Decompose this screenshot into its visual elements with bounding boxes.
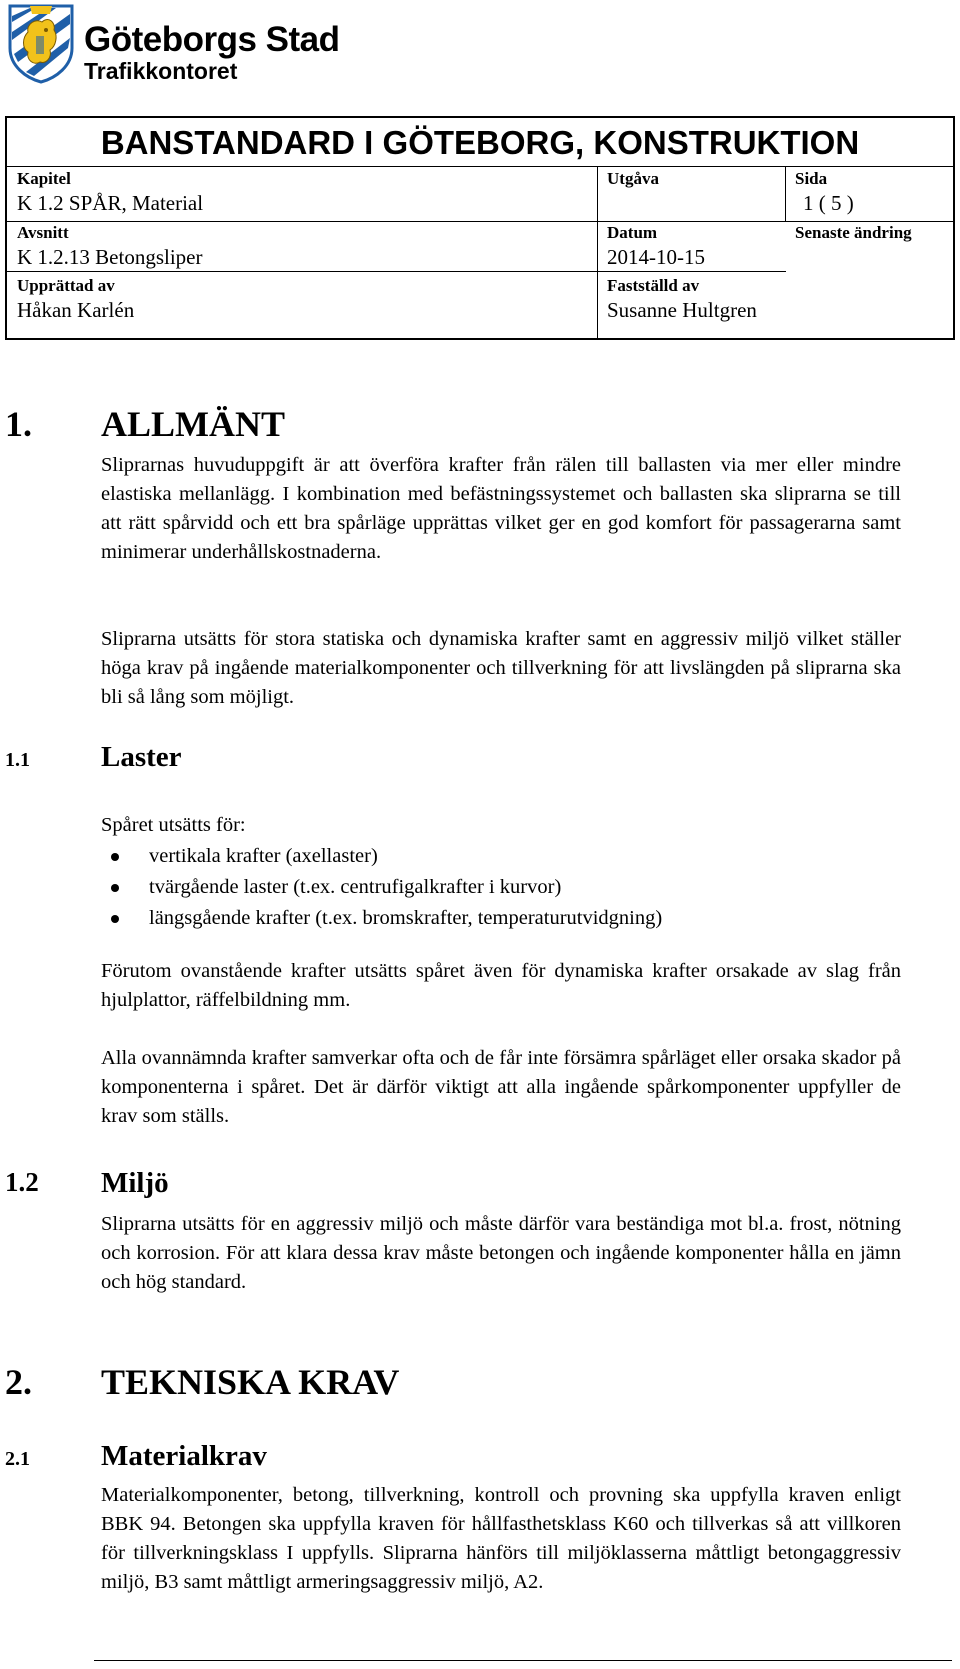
section-number: 2.1 [5,1448,30,1470]
bullet-icon [111,884,119,892]
kapitel-value: K 1.2 SPÅR, Material [17,191,204,215]
section-title: ALLMÄNT [101,404,286,444]
header-column-divider [785,166,786,221]
section-1-paragraph: Sliprarna utsätts för stora statiska och dynamiska krafter samt en aggressiv miljö vilket ställer höga krav på ingående materialkomponenter och tillverkning för att livslängden på sliprarna ska bli så lång som möjligt. [101,628,901,708]
datum-label: Datum [607,223,658,242]
goteborgs-stad-logo [6,2,340,84]
section-1-paragraph: Sliprarnas huvuduppgift är att överföra krafter från rälen till ballasten via mer eller mindre elastiska mellanlägg. I kombination med befästningssystemet och ballasten ska sliprarna se till att rätt spårvidd och ett bra spårläge upprättas vilket ger en god komfort för passagerarna samt minimerar underhållskostnaderna. [101,454,901,563]
faststalld-av-label: Fastställd av [607,276,700,295]
upprattad-av-value: Håkan Karlén [17,298,135,322]
upprattad-av-label: Upprättad av [17,276,115,295]
logo-department-name: Trafikkontoret [84,58,238,84]
faststalld-av-value: Susanne Hultgren [607,298,757,322]
list-item [101,841,901,872]
coat-of-arms-icon [6,2,76,84]
section-title: Laster [101,741,182,773]
header-column-divider [597,166,598,340]
list-item [101,872,901,903]
section-number: 2. [5,1362,32,1402]
avsnitt-label: Avsnitt [17,223,69,242]
datum-value: 2014-10-15 [607,245,705,269]
section-2-1-paragraph: Materialkomponenter, betong, tillverkning, kontroll och provning ska uppfylla kraven enligt BBK 94. Betongen ska uppfylla kraven för hållfasthetsklass K60 och tillverkas så att villkoren för tillverkningsklass I uppfylls. Sliprarna hänförs till miljöklasserna måttligt betongaggressiv miljö, B3 samt måttligt armeringsaggressiv miljö, A2. [101,1484,901,1593]
logo-city-name: Göteborgs Stad [84,20,340,59]
avsnitt-value: K 1.2.13 Betongsliper [17,245,203,269]
list-item-text: vertikala krafter (axellaster) [149,845,378,867]
laster-intro: Spåret utsätts för: [101,814,246,836]
section-title: Miljö [101,1167,169,1199]
section-1-2-paragraph: Sliprarna utsätts för en aggressiv miljö och måste därför vara beständiga mot bl.a. frost, nötning och korrosion. För att klara dessa krav måste betongen och ingående komponenter hålla en jämn och hög standard. [101,1213,901,1293]
header-divider [7,221,953,222]
laster-list [101,841,901,934]
senaste-andring-label: Senaste ändring [795,223,912,242]
header-divider [7,271,786,272]
document-title: BANSTANDARD I GÖTEBORG, KONSTRUKTION [100,124,860,161]
bullet-icon [111,915,119,923]
section-title: TEKNISKA KRAV [101,1362,400,1402]
section-1-1-paragraph: Alla ovannämnda krafter samverkar ofta och de får inte försämra spårläget eller orsaka skador på komponenterna i spåret. Det är därför viktigt att alla ingående spårkomponenter uppfyller de krav som ställs. [101,1047,901,1127]
section-number: 1.2 [5,1167,39,1197]
document-header-table [5,116,955,340]
list-item-text: längsgående krafter (t.ex. bromskrafter, temperaturutvidgning) [149,907,663,929]
list-item-text: tvärgående laster (t.ex. centrufigalkrafter i kurvor) [149,876,562,898]
sida-value: 1 ( 5 ) [803,191,854,215]
footer-rule [94,1660,952,1661]
header-divider [7,166,953,167]
bullet-icon [111,853,119,861]
utgava-label: Utgåva [607,169,659,188]
section-1-1-paragraph: Förutom ovanstående krafter utsätts spåret även för dynamiska krafter orsakade av slag från hjulplattor, räffelbildning mm. [101,960,901,1011]
sida-label: Sida [795,169,828,188]
section-number: 1.1 [5,749,30,771]
section-title: Materialkrav [101,1440,267,1472]
kapitel-label: Kapitel [17,169,71,188]
section-number: 1. [5,404,32,444]
list-item [101,903,901,934]
